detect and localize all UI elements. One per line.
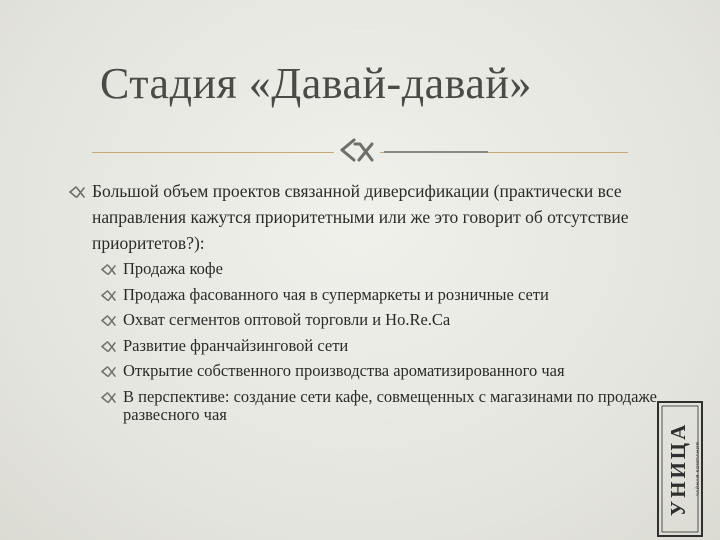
- sub-bullet-item: [68, 337, 668, 355]
- main-bullet-text: Большой объем проектов связанной диверсификации (практически все направления кажутся приоритетными или же это говорит об отсутствие приоритетов?):: [92, 181, 629, 253]
- bullet-arrow-icon: [100, 263, 117, 276]
- sub-bullet-item: [68, 362, 668, 380]
- sub-bullet-item: [68, 286, 668, 304]
- sub-bullet-item: [68, 311, 668, 329]
- sub-bullet-text: Развитие франчайзинговой сети: [123, 335, 349, 355]
- svg-text:УНИЦА: УНИЦА: [665, 421, 690, 517]
- sub-bullet-item: [68, 260, 668, 278]
- bullet-arrow-icon: [100, 314, 117, 327]
- sub-bullet-item: [68, 388, 668, 424]
- bullet-arrow-icon: [68, 185, 86, 199]
- title-divider-left: [92, 152, 334, 153]
- svg-text:ЧАЙНАЯ КОМПАНИЯ: ЧАЙНАЯ КОМПАНИЯ: [695, 441, 701, 497]
- title-ornament-icon: [338, 136, 376, 166]
- sub-bullet-list: [68, 260, 668, 424]
- sub-bullet-text: Открытие собственного производства ароматизированного чая: [123, 361, 565, 380]
- sub-bullet-text: Продажа фасованного чая в супермаркеты и розничные сети: [123, 284, 549, 304]
- title-divider-accent: [384, 151, 488, 153]
- sub-bullet-text: Охват сегментов оптовой торговли и Ho.Re.Ca: [123, 310, 451, 329]
- bullet-arrow-icon: [100, 289, 117, 302]
- main-bullet: [68, 178, 668, 256]
- brand-stamp-logo: [654, 398, 706, 540]
- slide-title: Стадия «Давай-давай»: [100, 59, 532, 108]
- slide-content: [68, 178, 668, 431]
- bullet-arrow-icon: [100, 365, 117, 378]
- sub-bullet-text: В перспективе: создание сети кафе, совмещенных с магазинами по продаже развесного чая: [123, 386, 657, 424]
- bullet-arrow-icon: [100, 340, 117, 353]
- bullet-arrow-icon: [100, 391, 117, 404]
- sub-bullet-text: Продажа кофе: [123, 259, 223, 278]
